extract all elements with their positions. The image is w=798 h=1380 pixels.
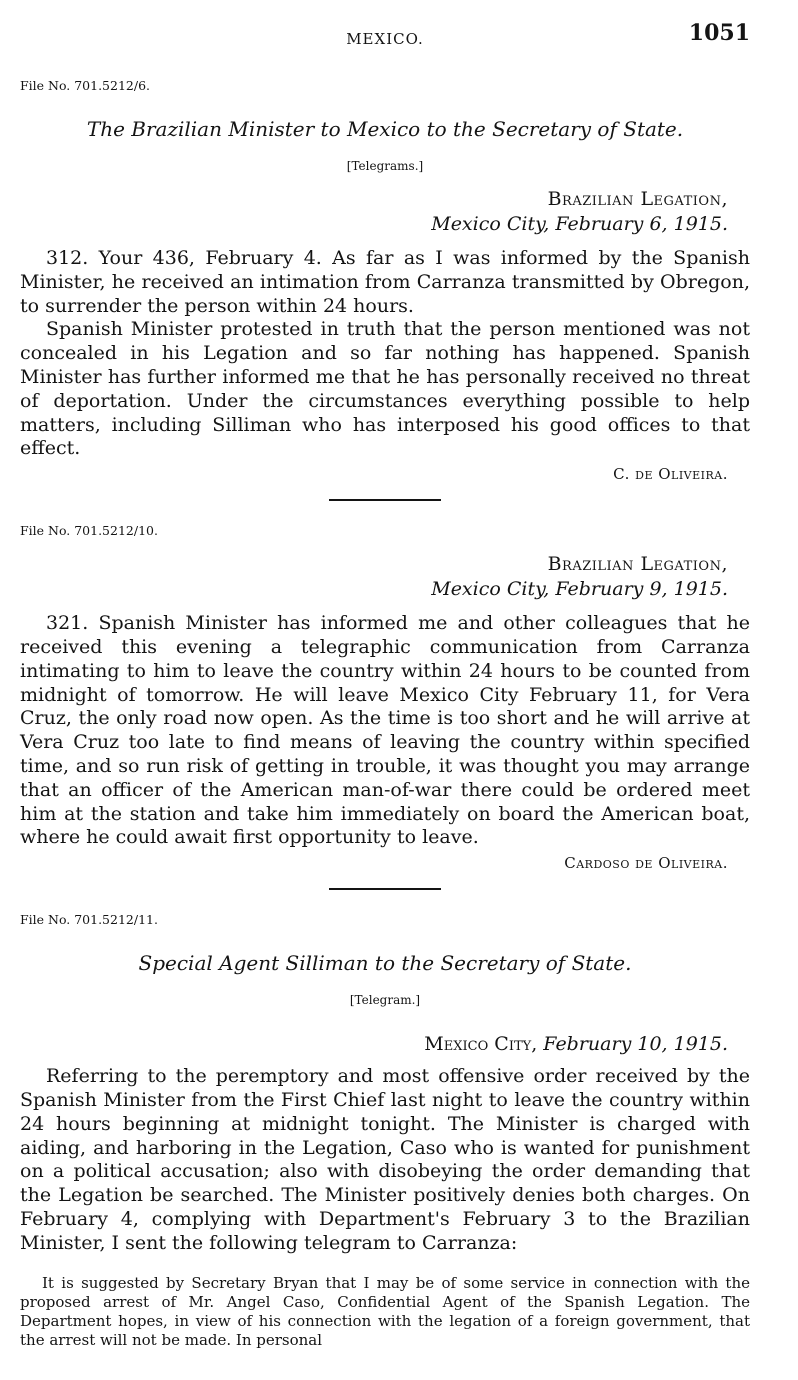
- document-type: [Telegram.]: [349, 993, 421, 1008]
- document-entry: [20, 78, 750, 483]
- dateline-place: Brazilian Legation,: [547, 188, 728, 210]
- signature: Cardoso de Oliveira.: [564, 854, 728, 873]
- dateline-date: Mexico City, February 9, 1915.: [431, 578, 728, 601]
- section-divider: [329, 499, 441, 501]
- document-title: The Brazilian Minister to Mexico to the Secretary of State.: [86, 117, 684, 141]
- quoted-telegram: It is suggested by Secretary Bryan that I may be of some service in connection with the proposed arrest of Mr. Angel Caso, Confidential Agent of the Spanish Legation. The Department hopes, in view of his connection with the legation of a foreign government, that the arrest will not be made. In personal: [20, 1273, 750, 1350]
- dateline-place: Brazilian Legation,: [547, 553, 728, 576]
- body-paragraph: Referring to the peremptory and most offensive order received by the Spanish Minister from the First Chief last night to leave the country within 24 hours beginning at midnight tonight. The Minister is charged with aiding, and harboring in the Legation, Caso who is wanted for punishment on a political accusation; also with disobeying the order demanding that the Legation be searched. The Minister positively denies both charges. On February 4, complying with Department's February 3 to the Brazilian Minister, I sent the following telegram to Carranza:: [20, 1065, 750, 1254]
- running-head: MEXICO.: [346, 30, 424, 48]
- dateline-date: February 10, 1915.: [543, 1033, 728, 1056]
- document-entry: [20, 523, 750, 872]
- page-header: [20, 0, 750, 56]
- page-number: 1051: [688, 20, 750, 46]
- document-entry: [20, 912, 750, 1351]
- body-paragraph: 312. Your 436, February 4. As far as I was informed by the Spanish Minister, he received an intimation from Carranza transmitted by Obregon, to surrender the person within 24 hours.: [20, 247, 750, 317]
- document-type: [Telegrams.]: [346, 159, 424, 173]
- body-paragraph: Spanish Minister protested in truth that the person mentioned was not concealed in his Legation and so far nothing has happened. Spanish Minister has further informed me that he has personally received no threat of deportation. Under the circumstances everything possible to help matters, including Silliman who has interposed his good offices to that effect.: [20, 318, 750, 460]
- dateline: [20, 552, 750, 602]
- dateline: [20, 187, 750, 237]
- signature: C. de Oliveira.: [613, 465, 728, 484]
- section-divider: [329, 888, 441, 890]
- document-title: Special Agent Silliman to the Secretary of State.: [138, 951, 632, 976]
- body-paragraph: 321. Spanish Minister has informed me and other colleagues that he received this evening a telegraphic communication from Carranza intimating to him to leave the country within 24 hours to be counted from midnight of tomorrow. He will leave Mexico City February 11, for Vera Cruz, the only road now open. As the time is too short and he will arrive at Vera Cruz too late to find means of leaving the country within specified time, and so run risk of getting in trouble, it was thought you may arrange that an officer of the American man-of-war there could be ordered meet him at the station and take him immediately on board the American boat, where he could await first opportunity to leave.: [20, 612, 750, 849]
- file-number: File No. 701.5212/10.: [20, 523, 158, 539]
- dateline: [20, 1033, 750, 1055]
- file-number: File No. 701.5212/11.: [20, 912, 158, 928]
- file-number: File No. 701.5212/6.: [20, 78, 151, 93]
- dateline-place: Mexico City,: [424, 1033, 538, 1056]
- document-page: [20, 0, 750, 1351]
- dateline-date: Mexico City, February 6, 1915.: [431, 213, 728, 235]
